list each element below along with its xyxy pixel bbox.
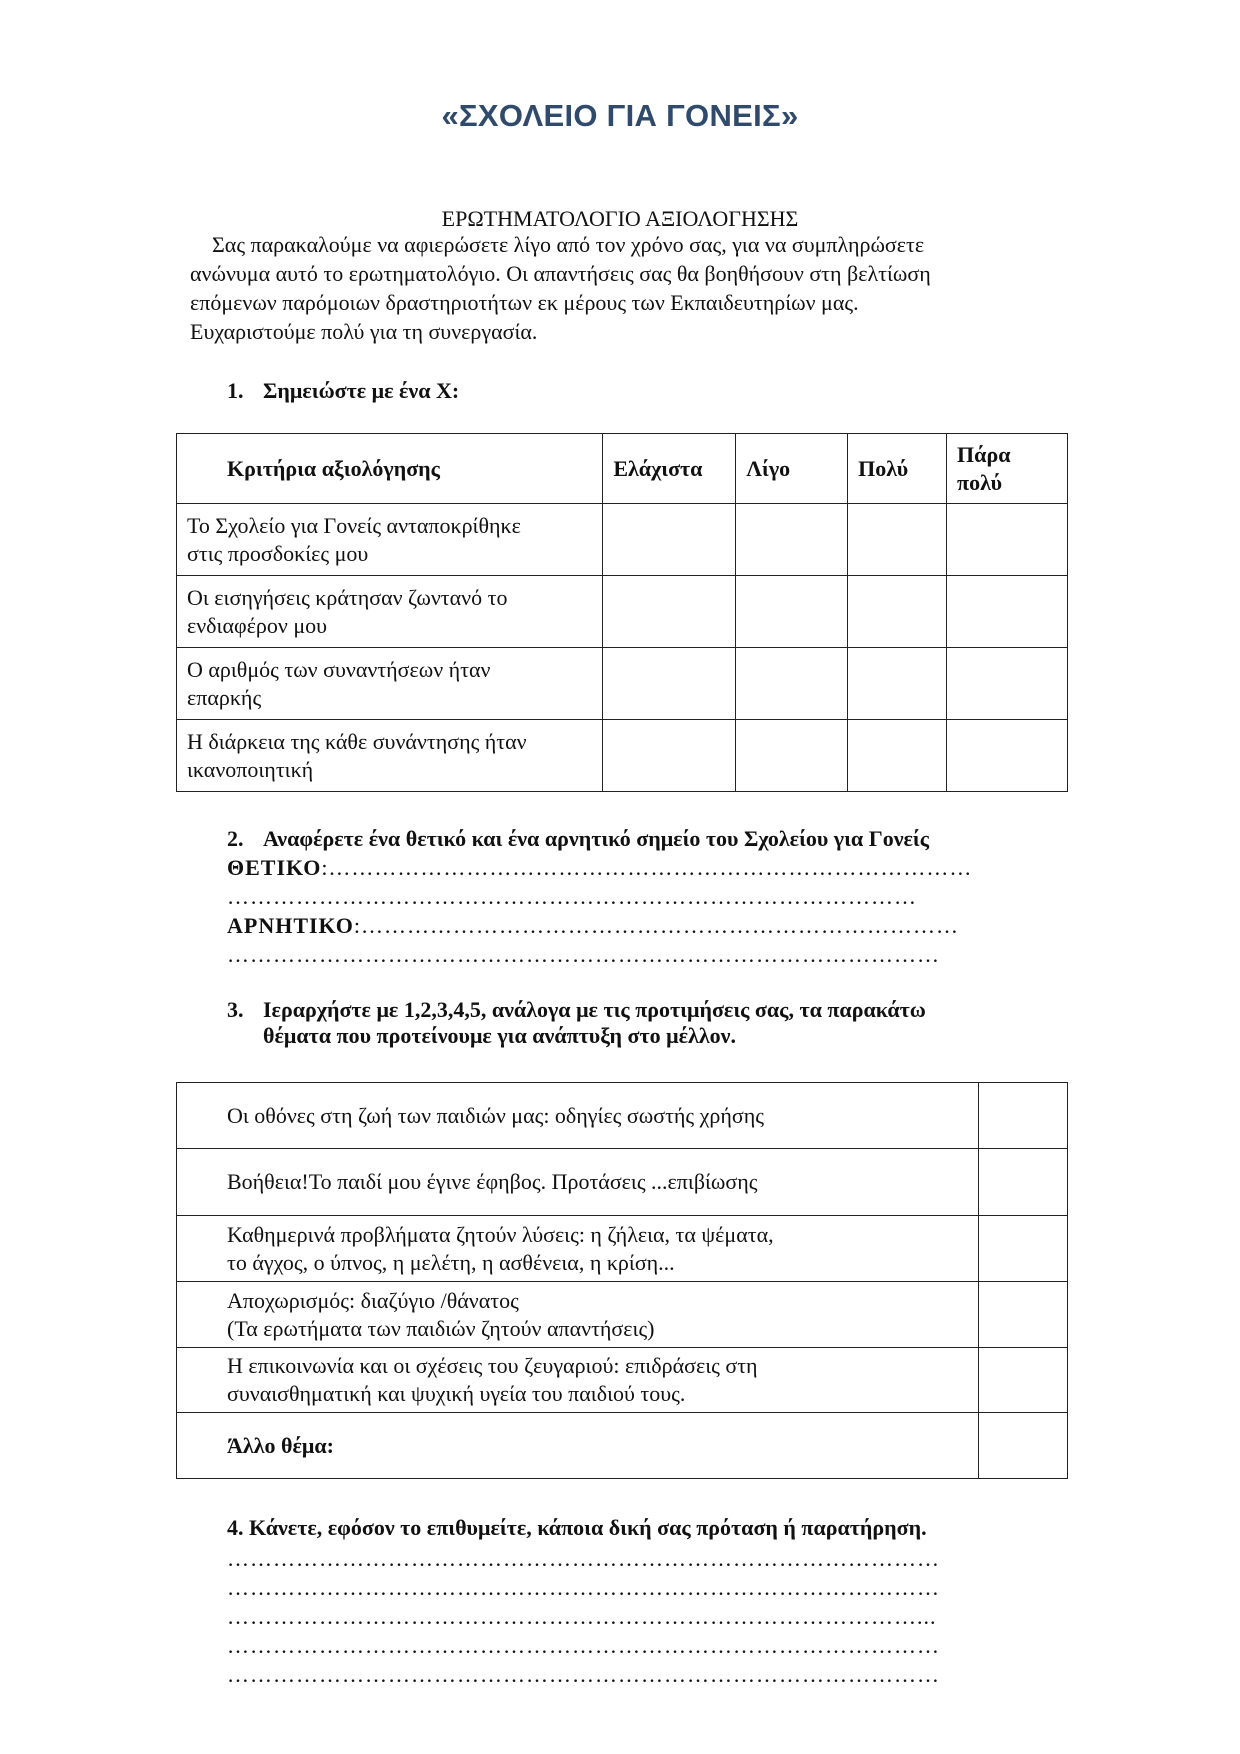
negative-field-line[interactable]: ………………………………………………………………………………… bbox=[227, 942, 940, 967]
checkbox-cell[interactable] bbox=[848, 648, 947, 720]
checkbox-cell[interactable] bbox=[947, 576, 1068, 648]
checkbox-cell[interactable] bbox=[848, 576, 947, 648]
table-row bbox=[177, 720, 1068, 792]
question-number: 3. bbox=[227, 997, 244, 1022]
criterion-cell: Οι εισηγήσεις κράτησαν ζωντανό το ενδιαφέρον μου bbox=[177, 576, 603, 648]
positive-field-line[interactable]: ……………………………………………………………………………… bbox=[227, 884, 917, 909]
remark-line[interactable]: ………………………………………………………………………………… bbox=[227, 1662, 940, 1687]
checkbox-cell[interactable] bbox=[603, 720, 736, 792]
remark-line[interactable]: ………………………………………………………………………………… bbox=[227, 1633, 940, 1658]
checkbox-cell[interactable] bbox=[736, 720, 848, 792]
negative-field[interactable]: ΑΡΝΗΤΙΚΟ:…………………………………………………………………… bbox=[227, 913, 959, 938]
question-text: Ιεραρχήστε με 1,2,3,4,5, ανάλογα με τις προτιμήσεις σας, τα παρακάτω bbox=[263, 997, 926, 1022]
question-2-heading bbox=[227, 826, 929, 852]
table-row bbox=[177, 648, 1068, 720]
checkbox-cell[interactable] bbox=[603, 504, 736, 576]
checkbox-cell[interactable] bbox=[603, 648, 736, 720]
topic-cell: Οι οθόνες στη ζωή των παιδιών μας: οδηγίες σωστής χρήσης bbox=[177, 1083, 979, 1149]
topic-cell: Η επικοινωνία και οι σχέσεις του ζευγαριού: επιδράσεις στη συναισθηματική και ψυχική υγεία του παιδιού τους. bbox=[177, 1348, 979, 1413]
checkbox-cell[interactable] bbox=[603, 576, 736, 648]
evaluation-table bbox=[176, 433, 1068, 792]
header-criteria: Κριτήρια αξιολόγησης bbox=[177, 434, 603, 504]
intro-line: επόμενων παρόμοιων δραστηριοτήτων εκ μέρους των Εκπαιδευτηρίων μας. bbox=[190, 290, 859, 315]
question-3-heading bbox=[227, 997, 1067, 1049]
table-row bbox=[177, 504, 1068, 576]
question-4-heading: 4. Κάνετε, εφόσον το επιθυμείτε, κάποια δική σας πρόταση ή παρατήρηση. bbox=[227, 1515, 927, 1540]
table-row bbox=[177, 1149, 1068, 1216]
question-number: 1. bbox=[227, 378, 244, 403]
checkbox-cell[interactable] bbox=[736, 576, 848, 648]
criterion-cell: Το Σχολείο για Γονείς ανταποκρίθηκε στις προσδοκίες μου bbox=[177, 504, 603, 576]
table-row bbox=[177, 1216, 1068, 1282]
positive-label: ΘΕΤΙΚΟ bbox=[227, 855, 322, 880]
negative-label: ΑΡΝΗΤΙΚΟ bbox=[227, 913, 354, 938]
remark-line[interactable]: ………………………………………………………………………………... bbox=[227, 1604, 937, 1629]
rank-cell[interactable] bbox=[979, 1413, 1068, 1479]
table-row bbox=[177, 1083, 1068, 1149]
criterion-cell: Η διάρκεια της κάθε συνάντησης ήταν ικανοποιητική bbox=[177, 720, 603, 792]
question-text: Σημειώστε με ένα Χ: bbox=[263, 378, 460, 403]
question-text: Αναφέρετε ένα θετικό και ένα αρνητικό σημείο του Σχολείου για Γονείς bbox=[263, 826, 930, 851]
checkbox-cell[interactable] bbox=[947, 648, 1068, 720]
table-row bbox=[177, 576, 1068, 648]
checkbox-cell[interactable] bbox=[947, 720, 1068, 792]
intro-paragraph bbox=[190, 230, 1070, 346]
checkbox-cell[interactable] bbox=[947, 504, 1068, 576]
rank-cell[interactable] bbox=[979, 1216, 1068, 1282]
checkbox-cell[interactable] bbox=[736, 504, 848, 576]
table-row bbox=[177, 1348, 1068, 1413]
table-row bbox=[177, 1282, 1068, 1348]
table-header-row bbox=[177, 434, 1068, 504]
document-title: «ΣΧΟΛΕΙΟ ΓΙΑ ΓΟΝΕΙΣ» bbox=[441, 98, 799, 133]
intro-line: Ευχαριστούμε πολύ για τη συνεργασία. bbox=[190, 319, 538, 344]
checkbox-cell[interactable] bbox=[736, 648, 848, 720]
topic-cell: Καθημερινά προβλήματα ζητούν λύσεις: η ζήλεια, τα ψέματα, το άγχος, ο ύπνος, η μελέτη, η ασθένεια, η κρίση... bbox=[177, 1216, 979, 1282]
header-much: Πολύ bbox=[848, 434, 947, 504]
rank-cell[interactable] bbox=[979, 1149, 1068, 1216]
remark-line[interactable]: ………………………………………………………………………………… bbox=[227, 1546, 940, 1571]
intro-line: ανώνυμα αυτό το ερωτηματολόγιο. Οι απαντήσεις σας θα βοηθήσουν στη βελτίωση bbox=[190, 261, 931, 286]
header-minimal: Ελάχιστα bbox=[603, 434, 736, 504]
topics-table bbox=[176, 1082, 1068, 1479]
intro-line: Σας παρακαλούμε να αφιερώσετε λίγο από τον χρόνο σας, για να συμπληρώσετε bbox=[212, 232, 925, 257]
header-little: Λίγο bbox=[736, 434, 848, 504]
positive-field[interactable]: ΘΕΤΙΚΟ:………………………………………………………………………… bbox=[227, 855, 973, 880]
checkbox-cell[interactable] bbox=[848, 504, 947, 576]
other-topic-cell: Άλλο θέμα: bbox=[177, 1413, 979, 1479]
table-row bbox=[177, 1413, 1068, 1479]
question-1-heading bbox=[227, 378, 459, 404]
topic-cell: Αποχωρισμός: διαζύγιο /θάνατος (Τα ερωτήματα των παιδιών ζητούν απαντήσεις) bbox=[177, 1282, 979, 1348]
checkbox-cell[interactable] bbox=[848, 720, 947, 792]
topic-cell: Βοήθεια!Το παιδί μου έγινε έφηβος. Προτάσεις ...επιβίωσης bbox=[177, 1149, 979, 1216]
header-very-much: Πάρα πολύ bbox=[947, 434, 1068, 504]
criterion-cell: Ο αριθμός των συναντήσεων ήταν επαρκής bbox=[177, 648, 603, 720]
rank-cell[interactable] bbox=[979, 1282, 1068, 1348]
question-text: θέματα που προτείνουμε για ανάπτυξη στο μέλλον. bbox=[263, 1023, 736, 1048]
remark-line[interactable]: ………………………………………………………………………………… bbox=[227, 1575, 940, 1600]
question-number: 2. bbox=[227, 826, 244, 851]
questionnaire-heading: ΕΡΩΤΗΜΑΤΟΛΟΓΙΟ ΑΞΙΟΛΟΓΗΣΗΣ bbox=[441, 206, 799, 231]
rank-cell[interactable] bbox=[979, 1348, 1068, 1413]
rank-cell[interactable] bbox=[979, 1083, 1068, 1149]
